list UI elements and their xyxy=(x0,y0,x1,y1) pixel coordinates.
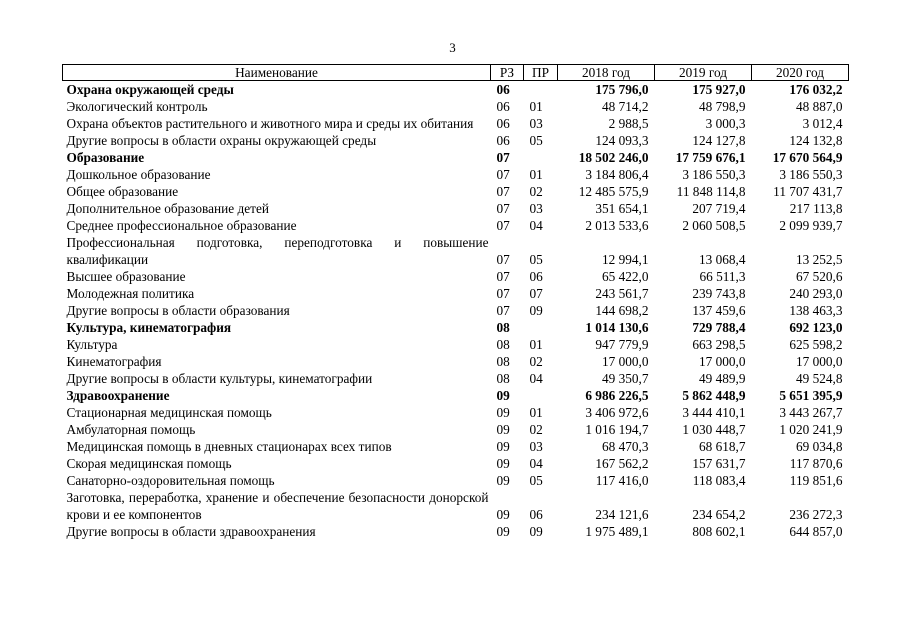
table-row xyxy=(63,370,849,387)
header-rz: РЗ xyxy=(491,65,524,81)
row-2018: 48 714,2 xyxy=(601,99,649,114)
row-2018: 351 654,1 xyxy=(595,201,649,216)
row-pr: 02 xyxy=(529,184,543,199)
row-2020: 69 034,8 xyxy=(795,439,843,454)
row-2019: 49 489,9 xyxy=(698,371,746,386)
row-2020: 3 012,4 xyxy=(802,116,843,131)
row-2019: 808 602,1 xyxy=(692,524,746,539)
table-row xyxy=(63,472,849,489)
row-pr: 06 xyxy=(529,269,543,284)
row-2020: 240 293,0 xyxy=(789,286,843,301)
row-name: Охрана окружающей среды xyxy=(66,82,234,97)
row-pr: 04 xyxy=(529,371,543,386)
row-rz: 06 xyxy=(496,82,510,97)
table-row xyxy=(63,166,849,183)
row-2019: 239 743,8 xyxy=(692,286,746,301)
section-row xyxy=(63,81,849,99)
table-row xyxy=(63,217,849,234)
row-2019: 17 000,0 xyxy=(698,354,746,369)
row-2019: 175 927,0 xyxy=(692,82,746,97)
row-pr xyxy=(524,387,558,404)
row-pr: 04 xyxy=(529,218,543,233)
row-rz: 07 xyxy=(496,184,510,199)
row-name: Охрана объектов растительного и животного мира и среды их обитания xyxy=(66,116,474,131)
row-pr: 09 xyxy=(529,303,543,318)
row-2019: 48 798,9 xyxy=(698,99,746,114)
row-rz: 07 xyxy=(496,150,510,165)
row-2019: 157 631,7 xyxy=(692,456,746,471)
row-2020: 2 099 939,7 xyxy=(779,218,843,233)
row-2018: 3 406 972,6 xyxy=(585,405,649,420)
row-2019: 3 186 550,3 xyxy=(682,167,746,182)
row-rz: 08 xyxy=(496,371,510,386)
row-name: Другие вопросы в области здравоохранения xyxy=(66,524,316,539)
row-2018: 6 986 226,5 xyxy=(585,388,649,403)
row-rz: 07 xyxy=(496,252,510,267)
row-name: Санаторно-оздоровительная помощь xyxy=(66,473,275,488)
table-row xyxy=(63,132,849,149)
row-pr: 03 xyxy=(529,116,543,131)
row-name: Дополнительное образование детей xyxy=(66,201,269,216)
table-row xyxy=(63,98,849,115)
table-row xyxy=(63,455,849,472)
row-name: Скорая медицинская помощь xyxy=(66,456,232,471)
row-rz: 08 xyxy=(496,354,510,369)
row-2020: 217 113,8 xyxy=(789,201,843,216)
row-pr: 02 xyxy=(529,422,543,437)
row-2018: 3 184 806,4 xyxy=(585,167,649,182)
row-2020: 138 463,3 xyxy=(789,303,843,318)
row-name: Стационарная медицинская помощь xyxy=(66,405,272,420)
table-body xyxy=(63,81,849,541)
row-rz: 09 xyxy=(496,473,510,488)
row-2019: 663 298,5 xyxy=(692,337,746,352)
row-name: Медицинская помощь в дневных стационарах всех типов xyxy=(66,439,392,454)
row-rz: 09 xyxy=(496,405,510,420)
row-2020: 48 887,0 xyxy=(795,99,843,114)
row-name: Молодежная политика xyxy=(66,286,195,301)
row-2018: 117 416,0 xyxy=(595,473,649,488)
row-2019: 2 060 508,5 xyxy=(682,218,746,233)
row-pr: 05 xyxy=(529,252,543,267)
row-2019: 13 068,4 xyxy=(698,252,746,267)
section-row xyxy=(63,387,849,404)
row-pr xyxy=(524,81,558,99)
row-2020: 124 132,8 xyxy=(789,133,843,148)
row-2020: 176 032,2 xyxy=(789,82,843,97)
row-2019: 207 719,4 xyxy=(692,201,746,216)
section-row xyxy=(63,149,849,166)
row-name: Высшее образование xyxy=(66,269,186,284)
table-row xyxy=(63,302,849,319)
table-row xyxy=(63,404,849,421)
row-2018: 243 561,7 xyxy=(595,286,649,301)
row-2019: 17 759 676,1 xyxy=(675,150,746,165)
header-2019: 2019 год xyxy=(655,65,752,81)
row-name: Культура xyxy=(66,337,118,352)
row-name: Среднее профессиональное образование xyxy=(66,218,297,233)
row-name: Дошкольное образование xyxy=(66,167,211,182)
budget-table xyxy=(62,64,849,540)
row-pr: 01 xyxy=(529,405,543,420)
header-2020: 2020 год xyxy=(752,65,849,81)
row-rz: 09 xyxy=(496,388,510,403)
row-pr: 09 xyxy=(529,524,543,539)
table-row xyxy=(63,234,849,268)
row-2020: 49 524,8 xyxy=(795,371,843,386)
row-rz: 07 xyxy=(496,201,510,216)
row-2020: 17 670 564,9 xyxy=(772,150,843,165)
row-name: Кинематография xyxy=(66,354,162,369)
table-row xyxy=(63,523,849,540)
section-row xyxy=(63,319,849,336)
row-2019: 1 030 448,7 xyxy=(682,422,746,437)
row-2018: 947 779,9 xyxy=(595,337,649,352)
row-pr: 02 xyxy=(529,354,543,369)
row-pr: 06 xyxy=(529,507,543,522)
row-rz: 09 xyxy=(496,524,510,539)
row-rz: 06 xyxy=(496,133,510,148)
row-2020: 13 252,5 xyxy=(795,252,843,267)
row-2018: 124 093,3 xyxy=(595,133,649,148)
row-rz: 08 xyxy=(496,337,510,352)
row-2018: 144 698,2 xyxy=(595,303,649,318)
row-2018: 234 121,6 xyxy=(595,507,649,522)
table-row xyxy=(63,421,849,438)
row-rz: 07 xyxy=(496,286,510,301)
row-rz: 07 xyxy=(496,167,510,182)
row-rz: 07 xyxy=(496,303,510,318)
table-row xyxy=(63,285,849,302)
row-2019: 5 862 448,9 xyxy=(682,388,746,403)
row-2018: 167 562,2 xyxy=(595,456,649,471)
row-rz: 06 xyxy=(496,99,510,114)
row-name: Образование xyxy=(66,150,145,165)
table-row xyxy=(63,115,849,132)
row-2018: 68 470,3 xyxy=(601,439,649,454)
row-name: Общее образование xyxy=(66,184,179,199)
row-2020: 692 123,0 xyxy=(789,320,843,335)
page-number: 3 xyxy=(449,40,456,55)
row-2020: 644 857,0 xyxy=(789,524,843,539)
table-row xyxy=(63,353,849,370)
row-pr: 04 xyxy=(529,456,543,471)
row-pr: 01 xyxy=(529,167,543,182)
row-2018: 1 975 489,1 xyxy=(585,524,649,539)
row-2019: 729 788,4 xyxy=(692,320,746,335)
row-rz: 09 xyxy=(496,422,510,437)
row-rz: 09 xyxy=(496,507,510,522)
row-2018: 1 016 194,7 xyxy=(585,422,649,437)
row-2019: 118 083,4 xyxy=(692,473,746,488)
row-2019: 11 848 114,8 xyxy=(676,184,746,199)
table-header xyxy=(63,65,849,81)
row-2020: 11 707 431,7 xyxy=(773,184,843,199)
row-2020: 236 272,3 xyxy=(789,507,843,522)
table-row xyxy=(63,438,849,455)
header-2018: 2018 год xyxy=(558,65,655,81)
header-row xyxy=(63,65,849,81)
row-name: Экологический контроль xyxy=(66,99,208,114)
row-rz: 07 xyxy=(496,269,510,284)
row-2019: 137 459,6 xyxy=(692,303,746,318)
row-pr xyxy=(524,149,558,166)
row-pr xyxy=(524,319,558,336)
table-row xyxy=(63,489,849,523)
row-2018: 12 485 575,9 xyxy=(578,184,649,199)
table-row xyxy=(63,268,849,285)
row-pr: 05 xyxy=(529,133,543,148)
header-name: Наименование xyxy=(63,65,491,81)
row-2020: 3 186 550,3 xyxy=(779,167,843,182)
row-name: Другие вопросы в области охраны окружающей среды xyxy=(66,133,377,148)
row-2020: 67 520,6 xyxy=(795,269,843,284)
table-row xyxy=(63,200,849,217)
row-2019: 66 511,3 xyxy=(699,269,746,284)
row-pr: 01 xyxy=(529,337,543,352)
table-row xyxy=(63,336,849,353)
row-name: Другие вопросы в области культуры, кинематографии xyxy=(66,371,373,386)
row-2018: 12 994,1 xyxy=(601,252,649,267)
row-pr: 07 xyxy=(529,286,543,301)
row-rz: 09 xyxy=(496,456,510,471)
row-2018: 49 350,7 xyxy=(601,371,649,386)
row-2019: 68 618,7 xyxy=(698,439,746,454)
row-2020: 119 851,6 xyxy=(789,473,843,488)
header-pr: ПР xyxy=(524,65,558,81)
row-name: Профессиональная подготовка, переподготовка и повышение квалификации xyxy=(66,235,489,267)
row-2018: 17 000,0 xyxy=(601,354,649,369)
row-pr: 03 xyxy=(529,439,543,454)
row-pr: 03 xyxy=(529,201,543,216)
row-rz: 08 xyxy=(496,320,510,335)
row-2018: 18 502 246,0 xyxy=(578,150,649,165)
row-2020: 3 443 267,7 xyxy=(779,405,843,420)
row-2020: 117 870,6 xyxy=(789,456,843,471)
row-rz: 06 xyxy=(496,116,510,131)
row-2018: 175 796,0 xyxy=(595,82,649,97)
row-name: Культура, кинематография xyxy=(66,320,232,335)
row-name: Здравоохранение xyxy=(66,388,170,403)
row-2018: 1 014 130,6 xyxy=(585,320,649,335)
row-name: Заготовка, переработка, хранение и обеспечение безопасности донорской крови и ее компонентов xyxy=(66,490,489,522)
row-2019: 124 127,8 xyxy=(692,133,746,148)
row-2019: 234 654,2 xyxy=(692,507,746,522)
row-2020: 17 000,0 xyxy=(795,354,843,369)
row-pr: 05 xyxy=(529,473,543,488)
row-rz: 07 xyxy=(496,218,510,233)
row-2020: 1 020 241,9 xyxy=(779,422,843,437)
row-name: Другие вопросы в области образования xyxy=(66,303,290,318)
row-2020: 5 651 395,9 xyxy=(779,388,843,403)
table-row xyxy=(63,183,849,200)
row-2020: 625 598,2 xyxy=(789,337,843,352)
row-2018: 65 422,0 xyxy=(601,269,649,284)
row-2018: 2 988,5 xyxy=(608,116,649,131)
row-2019: 3 000,3 xyxy=(705,116,746,131)
row-2018: 2 013 533,6 xyxy=(585,218,649,233)
row-2019: 3 444 410,1 xyxy=(682,405,746,420)
row-pr: 01 xyxy=(529,99,543,114)
row-name: Амбулаторная помощь xyxy=(66,422,196,437)
row-rz: 09 xyxy=(496,439,510,454)
